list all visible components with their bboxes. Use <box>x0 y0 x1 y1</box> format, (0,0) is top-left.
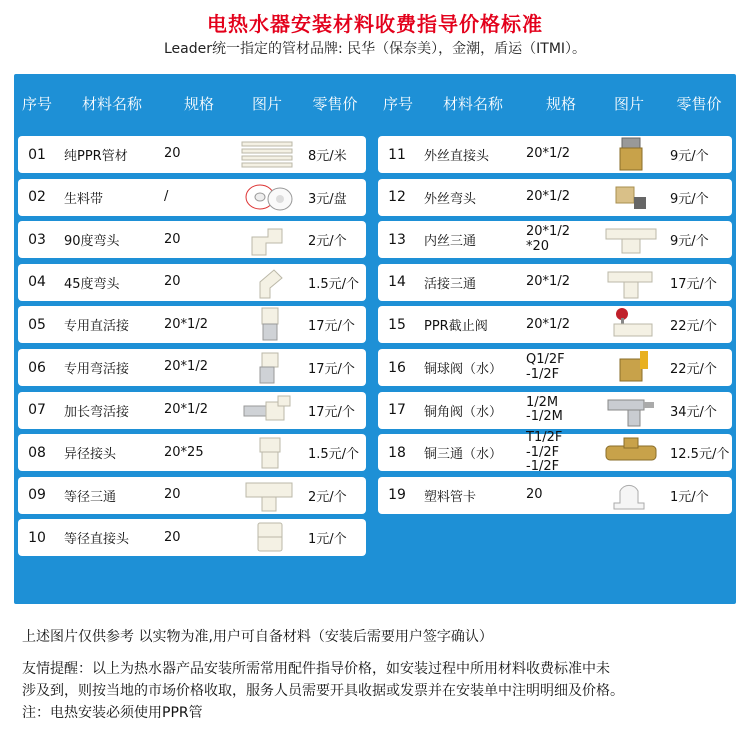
item-price: 34元/个 <box>670 404 717 420</box>
table-row <box>18 349 366 386</box>
note-reference: 上述图片仅供参考 以实物为准,用户可自备材料（安装后需要用户签字确认） <box>22 629 493 645</box>
item-name: PPR截止阀 <box>424 319 488 335</box>
item-name: 45度弯头 <box>64 276 120 292</box>
item-price: 17元/个 <box>670 276 717 292</box>
item-name: 铜三通（水） <box>424 447 503 463</box>
item-name: 活接三通 <box>424 276 477 292</box>
coupling-icon <box>238 519 298 555</box>
elbow-90-icon <box>238 221 298 257</box>
table-row <box>378 221 732 258</box>
table-row <box>18 434 366 471</box>
item-price: 22元/个 <box>670 362 717 377</box>
row-number: 18 <box>388 444 406 461</box>
note-ppr: 注：电热安装必须使用PPR管 <box>22 705 203 721</box>
item-name: 等径三通 <box>64 489 117 505</box>
item-spec: 20 <box>164 487 181 503</box>
table-row <box>378 264 732 301</box>
item-image <box>600 179 666 216</box>
price-table-panel <box>14 74 736 604</box>
female-tee-icon <box>600 221 660 257</box>
item-image <box>238 477 304 514</box>
item-image <box>238 136 304 173</box>
item-spec: 20 <box>164 146 181 162</box>
right-header-row <box>376 74 736 132</box>
equal-tee-icon <box>238 477 298 513</box>
table-row <box>18 221 366 258</box>
item-price: 2元/个 <box>308 489 347 505</box>
item-spec: 20*1/2 <box>164 359 208 375</box>
ball-valve-icon <box>600 349 660 385</box>
item-name: 铜球阀（水） <box>424 362 503 377</box>
item-price: 8元/米 <box>308 149 347 164</box>
item-name: 铜角阀（水） <box>424 404 503 420</box>
item-name: 异径接头 <box>64 447 117 463</box>
header-no: 序号 <box>21 94 52 113</box>
teflon-tape-icon <box>238 179 298 215</box>
item-spec: 20*1/2 <box>526 188 570 204</box>
item-price: 1元/个 <box>670 489 709 505</box>
header-image: 图片 <box>613 94 644 113</box>
item-image <box>600 221 666 258</box>
item-image <box>238 392 304 429</box>
item-name: 外丝直接头 <box>424 149 490 164</box>
item-spec: 20*1/2 *20 <box>526 224 570 254</box>
item-name: 纯PPR管材 <box>64 149 128 164</box>
reducer-icon <box>238 434 298 470</box>
item-name: 90度弯头 <box>64 234 120 250</box>
row-number: 09 <box>28 487 46 504</box>
brand-subtitle: Leader统一指定的管材品牌: 民华（保奈美），金潮，盾运（ITMI）。 <box>163 41 587 57</box>
item-image <box>238 306 304 343</box>
elbow-45-icon <box>238 264 298 300</box>
item-image <box>238 519 304 556</box>
table-row <box>378 392 732 429</box>
table-row <box>18 179 366 216</box>
table-row <box>18 136 366 173</box>
row-number: 16 <box>388 359 406 376</box>
notes <box>22 626 624 724</box>
item-image <box>238 221 304 258</box>
row-number: 12 <box>388 189 406 206</box>
table-row <box>378 477 732 514</box>
item-price: 9元/个 <box>670 191 709 207</box>
item-price: 22元/个 <box>670 319 717 335</box>
table-row <box>378 349 732 386</box>
item-image <box>600 306 666 343</box>
item-price: 9元/个 <box>670 149 709 164</box>
item-spec: T1/2F -1/2F -1/2F <box>526 430 563 474</box>
union-tee-icon <box>600 264 660 300</box>
header-spec: 规格 <box>545 94 576 113</box>
item-spec: 20*1/2 <box>526 316 570 332</box>
row-number: 17 <box>388 402 406 419</box>
table-row <box>18 477 366 514</box>
item-name: 塑料管卡 <box>424 489 477 505</box>
row-number: 04 <box>28 274 46 291</box>
brass-tee-icon <box>600 434 660 470</box>
item-name: 内丝三通 <box>424 234 477 250</box>
row-number: 01 <box>28 146 46 163</box>
row-number: 15 <box>388 316 406 333</box>
item-image <box>600 136 666 173</box>
item-image <box>600 392 666 429</box>
elbow-union-icon <box>238 349 298 385</box>
row-number: 02 <box>28 189 46 206</box>
item-image <box>238 179 304 216</box>
header-price: 零售价 <box>312 94 358 113</box>
table-row <box>378 136 732 173</box>
ppr-pipe-icon <box>238 136 298 172</box>
note-reminder: 友情提醒：以上为热水器产品安装所需常用配件指导价格，如安装过程中所用材料收费标准中未 <box>22 661 610 677</box>
item-name: 加长弯活接 <box>64 404 130 420</box>
header-price: 零售价 <box>676 94 722 113</box>
item-name: 等径直接头 <box>64 532 130 548</box>
item-name: 外丝弯头 <box>424 191 477 207</box>
item-price: 3元/盘 <box>308 191 347 207</box>
item-image <box>238 349 304 386</box>
male-elbow-icon <box>600 179 660 215</box>
header-name: 材料名称 <box>442 94 503 113</box>
row-number: 13 <box>388 231 406 248</box>
note-reminder-cont: 涉及到，则按当地的市场价格收取，服务人员需要开具收据或发票并在安装单中注明明细及价格。 <box>22 683 624 699</box>
item-image <box>238 264 304 301</box>
row-number: 06 <box>28 359 46 376</box>
item-price: 17元/个 <box>308 404 355 420</box>
table-row <box>378 179 732 216</box>
item-name: 专用弯活接 <box>64 362 130 377</box>
item-price: 17元/个 <box>308 362 355 377</box>
item-image <box>238 434 304 471</box>
item-spec: 20*1/2 <box>526 146 570 162</box>
row-number: 10 <box>28 529 46 546</box>
item-image <box>600 349 666 386</box>
header-spec: 规格 <box>183 94 214 113</box>
item-image <box>600 477 666 514</box>
item-spec: 20*1/2 <box>526 274 570 290</box>
item-image <box>600 264 666 301</box>
item-spec: / <box>164 188 169 204</box>
table-row <box>18 519 366 556</box>
long-elbow-union-icon <box>238 392 298 428</box>
item-price: 9元/个 <box>670 234 709 250</box>
item-spec: 20*1/2 <box>164 401 208 417</box>
angle-valve-icon <box>600 392 660 428</box>
item-spec: 20 <box>164 529 181 545</box>
header-no: 序号 <box>382 94 413 113</box>
table-row <box>378 430 732 474</box>
item-spec: 20 <box>164 231 181 247</box>
item-price: 17元/个 <box>308 319 355 335</box>
item-image <box>600 434 666 471</box>
row-number: 19 <box>388 487 406 504</box>
row-number: 07 <box>28 402 46 419</box>
straight-union-icon <box>238 306 298 342</box>
item-spec: 20*25 <box>164 444 204 460</box>
item-price: 1元/个 <box>308 532 347 548</box>
pipe-clip-icon <box>600 477 660 513</box>
row-number: 03 <box>28 231 46 248</box>
row-number: 08 <box>28 444 46 461</box>
male-coupling-icon <box>600 136 660 172</box>
item-price: 12.5元/个 <box>670 447 730 463</box>
row-number: 11 <box>388 146 406 163</box>
stop-valve-icon <box>600 306 660 342</box>
table-row <box>18 392 366 429</box>
item-spec: Q1/2F -1/2F <box>526 352 565 382</box>
header-name: 材料名称 <box>81 94 142 113</box>
item-price: 1.5元/个 <box>308 276 360 292</box>
header-image: 图片 <box>251 94 282 113</box>
item-spec: 20*1/2 <box>164 316 208 332</box>
table-row <box>378 306 732 343</box>
table-row <box>18 264 366 301</box>
item-price: 2元/个 <box>308 234 347 250</box>
table-row <box>18 306 366 343</box>
item-name: 专用直活接 <box>64 319 130 335</box>
page-title: 电热水器安装材料收费指导价格标准 <box>207 12 543 36</box>
item-spec: 20 <box>526 487 543 503</box>
item-name: 生料带 <box>64 191 104 207</box>
item-spec: 1/2M -1/2M <box>526 394 563 425</box>
left-header-row <box>14 74 370 132</box>
item-price: 1.5元/个 <box>308 447 360 463</box>
item-spec: 20 <box>164 274 181 290</box>
row-number: 05 <box>28 316 46 333</box>
row-number: 14 <box>388 274 406 291</box>
